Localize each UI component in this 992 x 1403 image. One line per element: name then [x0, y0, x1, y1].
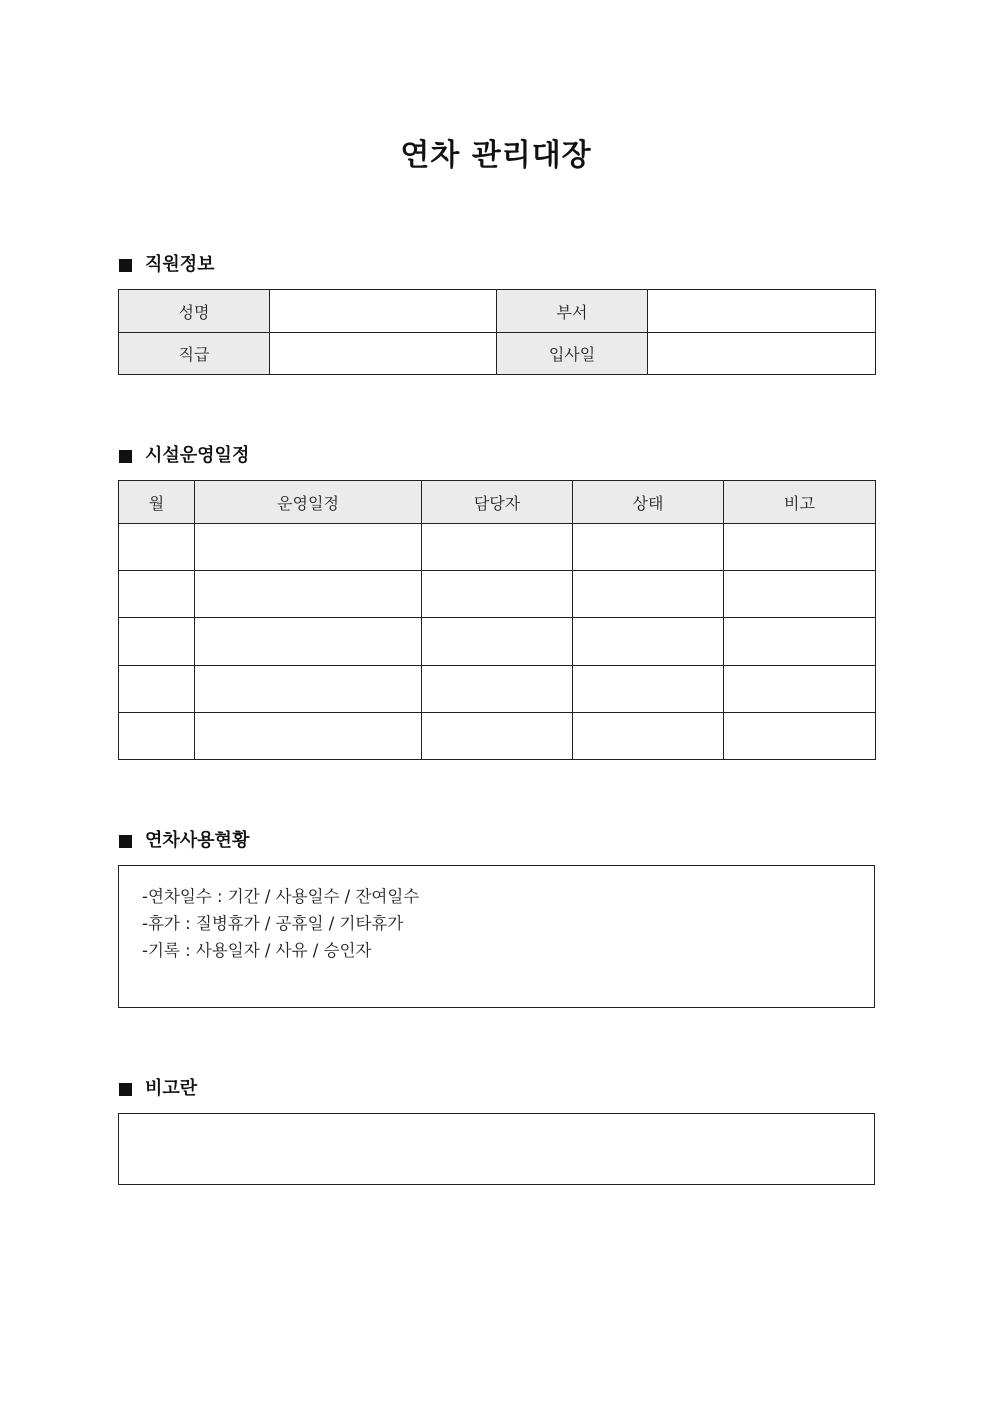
- table-cell[interactable]: [119, 524, 195, 571]
- table-row: [119, 571, 876, 618]
- position-label: 직급: [119, 333, 270, 375]
- page-title: 연차 관리대장: [400, 138, 592, 173]
- column-header-remarks: 비고: [724, 481, 876, 524]
- employee-section-heading: [119, 254, 215, 276]
- square-bullet-icon: [119, 835, 132, 848]
- table-cell[interactable]: [573, 618, 724, 666]
- table-cell[interactable]: [195, 571, 422, 618]
- remarks-section-title: 비고란: [145, 1078, 198, 1099]
- leave-usage-box[interactable]: [118, 865, 875, 1008]
- leave-usage-line: -연차일수 : 기간 / 사용일수 / 잔여일수: [142, 887, 420, 906]
- leave-usage-section-heading: [119, 830, 249, 852]
- employee-info-table: [118, 289, 876, 375]
- table-cell[interactable]: [573, 524, 724, 571]
- table-cell[interactable]: [724, 571, 876, 618]
- table-row: [119, 524, 876, 571]
- name-label: 성명: [119, 290, 270, 333]
- schedule-section-heading: [119, 445, 249, 467]
- table-cell[interactable]: [724, 618, 876, 666]
- table-cell[interactable]: [195, 618, 422, 666]
- table-cell[interactable]: [573, 666, 724, 713]
- hire-date-label: 입사일: [497, 333, 648, 375]
- schedule-table: [118, 480, 876, 760]
- table-row: [119, 618, 876, 666]
- remarks-box[interactable]: [118, 1113, 875, 1185]
- table-cell[interactable]: [724, 666, 876, 713]
- table-row: [119, 713, 876, 760]
- column-header-status: 상태: [573, 481, 724, 524]
- table-cell[interactable]: [119, 618, 195, 666]
- table-cell[interactable]: [195, 524, 422, 571]
- table-cell[interactable]: [422, 666, 573, 713]
- position-field[interactable]: [270, 333, 497, 375]
- table-cell[interactable]: [119, 666, 195, 713]
- table-cell[interactable]: [573, 571, 724, 618]
- leave-usage-line: -휴가 : 질병휴가 / 공휴일 / 기타휴가: [142, 914, 404, 933]
- square-bullet-icon: [119, 1083, 132, 1096]
- column-header-manager: 담당자: [422, 481, 573, 524]
- department-label: 부서: [497, 290, 648, 333]
- schedule-section-title: 시설운영일정: [145, 445, 250, 466]
- remarks-section-heading: [119, 1078, 197, 1100]
- remarks-content: [119, 1114, 874, 1131]
- table-cell[interactable]: [119, 713, 195, 760]
- name-field[interactable]: [270, 290, 497, 333]
- column-header-schedule: 운영일정: [195, 481, 422, 524]
- table-cell[interactable]: [422, 524, 573, 571]
- table-cell[interactable]: [195, 666, 422, 713]
- column-header-month: 월: [119, 481, 195, 524]
- square-bullet-icon: [119, 450, 132, 463]
- table-cell[interactable]: [422, 618, 573, 666]
- hire-date-field[interactable]: [648, 333, 876, 375]
- table-cell[interactable]: [573, 713, 724, 760]
- table-row: [119, 666, 876, 713]
- table-cell[interactable]: [422, 571, 573, 618]
- table-cell[interactable]: [195, 713, 422, 760]
- table-cell[interactable]: [724, 713, 876, 760]
- table-cell[interactable]: [724, 524, 876, 571]
- employee-section-title: 직원정보: [145, 254, 215, 275]
- table-cell[interactable]: [119, 571, 195, 618]
- square-bullet-icon: [119, 259, 132, 272]
- table-cell[interactable]: [422, 713, 573, 760]
- department-field[interactable]: [648, 290, 876, 333]
- leave-usage-line: -기록 : 사용일자 / 사유 / 승인자: [142, 941, 372, 960]
- leave-usage-section-title: 연차사용현황: [145, 830, 250, 851]
